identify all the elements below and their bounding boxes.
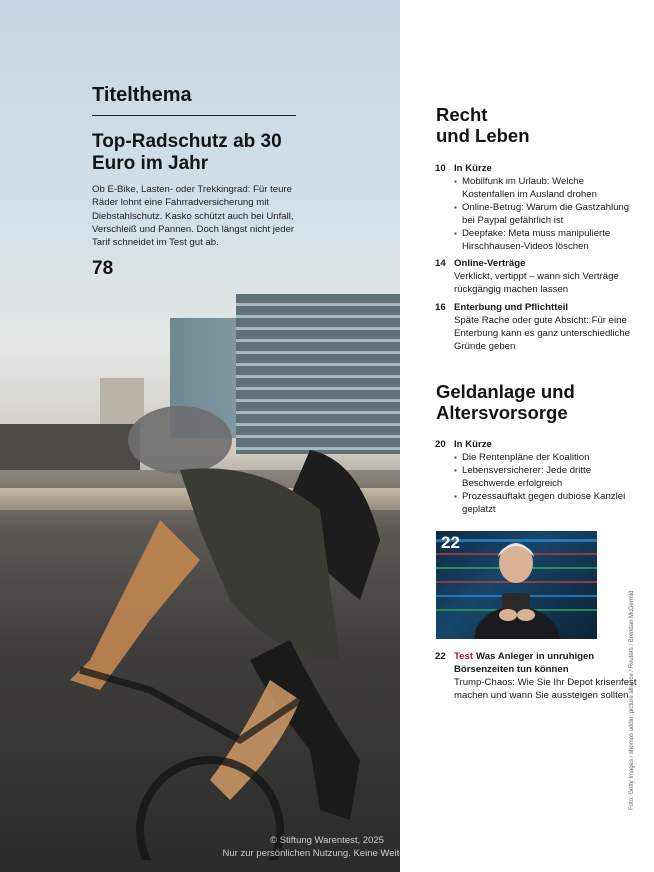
toc-entry-text: Verklickt, vertippt – wann sich Verträge rückgängig machen lassen bbox=[454, 271, 619, 295]
photo-credit: Foto: Getty Images / shomos uddin; picture alliance / Reuters / Brendan McDermid bbox=[629, 590, 635, 810]
section-heading-recht bbox=[436, 104, 530, 146]
toc-page-number: 14 bbox=[435, 258, 446, 269]
list-item: ▪ Online-Betrug: Warum die Gastzahlung bei Paypal gefährlich ist bbox=[454, 201, 634, 227]
list-item: ▪ Deepfake: Meta muss manipulierte Hirschhausen-Videos löschen bbox=[454, 227, 634, 253]
test-tag: Test bbox=[454, 651, 474, 662]
trader-photo-icon bbox=[436, 531, 597, 639]
heading-line: Recht bbox=[436, 104, 488, 125]
copyright-notice bbox=[0, 834, 654, 860]
photo-rider bbox=[60, 400, 390, 860]
toc-page-number: 16 bbox=[435, 302, 446, 313]
toc-bullet-list bbox=[454, 451, 634, 516]
heading-line: und Leben bbox=[436, 125, 530, 146]
heading-line: Geldanlage und bbox=[436, 381, 575, 402]
thumbnail-page-number: 22 bbox=[441, 533, 460, 552]
toc-entry-text: Trump-Chaos: Wie Sie Ihr Depot krisenfest machen und wann Sie aussteigen sollten bbox=[454, 677, 637, 701]
toc-page-number: 10 bbox=[435, 163, 446, 174]
cover-story-headline[interactable]: Top-Radschutz ab 30 Euro im Jahr bbox=[92, 131, 282, 174]
list-item: ▪ Prozessauftakt gegen dubiose Kanzlei geplatzt bbox=[454, 490, 634, 516]
article-thumbnail-trader[interactable] bbox=[436, 531, 597, 639]
copyright-line: © Stiftung Warentest, 2025 bbox=[270, 835, 384, 846]
toc-entry-title: Online-Verträge bbox=[454, 258, 526, 269]
toc-entry-title: In Kürze bbox=[454, 439, 492, 450]
toc-entry-text: Späte Rache oder gute Absicht: Für eine Enterbung kann es ganz unterschiedliche Gründe geben bbox=[454, 315, 631, 352]
toc-entry-title: Enterbung und Pflichtteil bbox=[454, 302, 569, 313]
cover-story-teaser: Ob E-Bike, Lasten- oder Trekkingrad: Für teure Räder lohnt eine Fahrradversicherung mit Diebstahlschutz. Kasko schützt auch bei Unfall, Verschleiß und Pannen. Doch längst nicht jeder Tarif schneidet im Test gut ab. bbox=[92, 184, 295, 249]
cover-story-page-number[interactable]: 78 bbox=[92, 258, 114, 279]
list-item: ▪ Die Rentenpläne der Koalition bbox=[454, 451, 634, 464]
toc-bullet-list bbox=[454, 175, 634, 253]
toc-entry-title bbox=[454, 650, 639, 676]
toc-entry-title: In Kürze bbox=[454, 163, 492, 174]
section-heading-geldanlage bbox=[436, 381, 575, 423]
list-item: ▪ Lebensversicherer: Jede dritte Beschwerde erfolgreich bbox=[454, 464, 634, 490]
list-item: ▪ Mobilfunk im Urlaub: Welche Kostenfallen im Ausland drohen bbox=[454, 175, 634, 201]
toc-entry-title-text: Was Anleger in unruhigen Börsenzeiten tun können bbox=[454, 651, 595, 675]
toc-page-number: 20 bbox=[435, 439, 446, 450]
toc-page-number: 22 bbox=[435, 651, 446, 662]
divider bbox=[92, 115, 296, 116]
heading-line: Altersvorsorge bbox=[436, 402, 568, 423]
section-title: Titelthema bbox=[92, 84, 192, 106]
usage-notice-line: Nur zur persönlichen Nutzung. Keine Weitergabe. bbox=[222, 848, 432, 859]
